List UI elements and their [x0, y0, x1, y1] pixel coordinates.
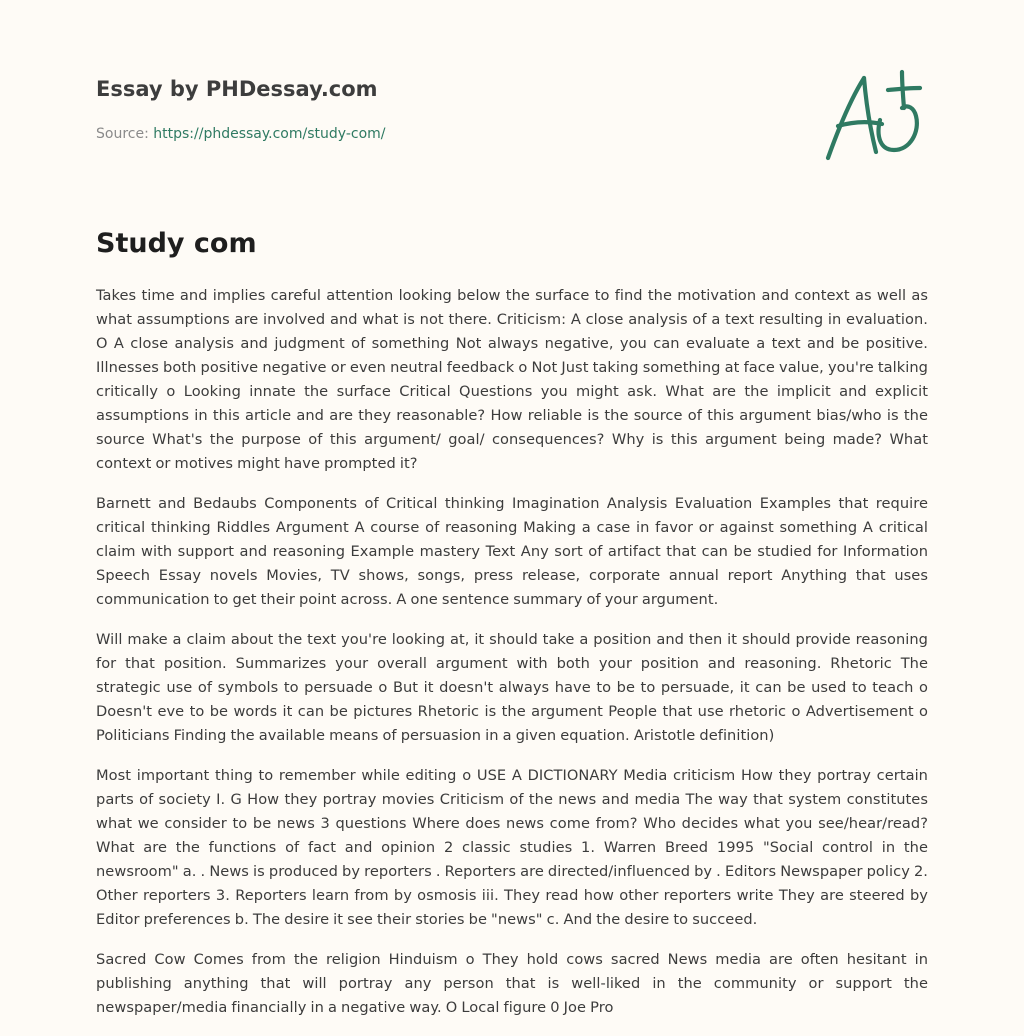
- essay-title: Study com: [96, 228, 257, 259]
- document-header: [96, 74, 696, 144]
- paragraph: Will make a claim about the text you're looking at, it should take a position and then it should provide reasoning for that position. Summarizes your overall argument with both your position and reasoning. Rhetoric The strategic use of symbols to persuade o But it doesn't always have to be to persuade, it can be used to teach o Doesn't eve to be words it can be pictures Rhetoric is the argument People that use rhetoric o Advertisement o Politicians Finding the available means of persuasion in a given equation. Aristotle definition): [96, 631, 928, 744]
- paragraph: Barnett and Bedaubs Components of Critical thinking Imagination Analysis Evaluation Examples that require critical thinking Riddles Argument A course of reasoning Making a case in favor or against something A critical claim with support and reasoning Example mastery Text Any sort of artifact that can be studied for Information Speech Essay novels Movies, TV shows, songs, press release, corporate annual report Anything that uses communication to get their point across. A one sentence summary of your argument.: [96, 495, 928, 608]
- site-title: Essay by PHDessay.com: [96, 77, 378, 101]
- a-plus-grade-icon: [816, 64, 932, 170]
- source-line: [96, 124, 696, 144]
- paragraph: Most important thing to remember while editing o USE A DICTIONARY Media criticism How they portray certain parts of society I. G How they portray movies Criticism of the news and media The way that system constitutes what we consider to be news 3 questions Where does news come from? Who decides what you see/hear/read? What are the functions of fact and opinion 2 classic studies 1. Warren Breed 1995 "Social control in the newsroom" a. . News is produced by reporters . Reporters are directed/influenced by . Editors Newspaper policy 2. Other reporters 3. Reporters learn from by osmosis iii. They read how other reporters write They are steered by Editor preferences b. The desire it see their stories be "news" c. And the desire to succeed.: [96, 767, 928, 928]
- source-label: Source:: [96, 126, 149, 142]
- paragraph: Sacred Cow Comes from the religion Hinduism o They hold cows sacred News media are often hesitant in publishing anything that will portray any person that is well-liked in the community or support the newspaper/media financially in a negative way. O Local figure 0 Joe Pro: [96, 951, 928, 1016]
- paragraph: Takes time and implies careful attention looking below the surface to find the motivation and context as well as what assumptions are involved and what is not there. Criticism: A close analysis of a text resulting in evaluation. O A close analysis and judgment of something Not always negative, you can evaluate a text and be positive. Illnesses both positive negative or even neutral feedback o Not Just taking something at face value, you're talking critically o Looking innate the surface Critical Questions you might ask. What are the implicit and explicit assumptions in this article and are they reasonable? How reliable is the source of this argument bias/who is the source What's the purpose of this argument/ goal/ consequences? Why is this argument being made? What context or motives might have prompted it?: [96, 287, 928, 472]
- source-link[interactable]: https://phdessay.com/study-com/: [153, 126, 386, 142]
- essay-body: [96, 284, 928, 1036]
